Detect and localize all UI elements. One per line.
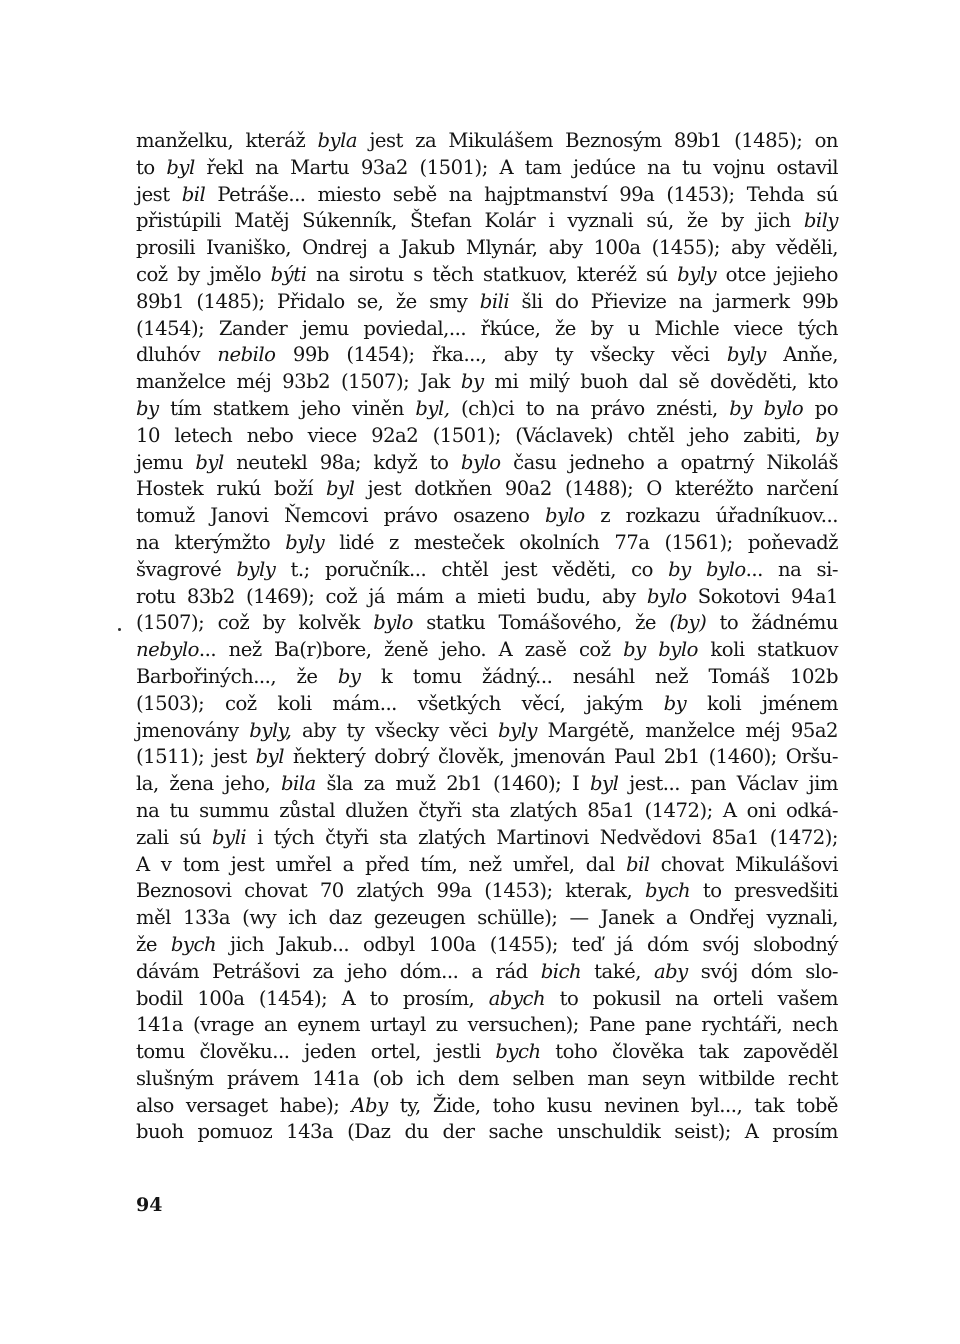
text-run: jmenovány (136, 718, 250, 742)
text-line (136, 557, 838, 584)
text-run: jich Jakub... odbyl 100a (1455); teď já dóm svój slobodný (216, 932, 838, 956)
text-run: neutekl 98a; když to (223, 450, 461, 474)
text-run: dávám Petrášovi za jeho dóm... a rád (136, 959, 541, 983)
italic-word: bich (540, 959, 582, 983)
text-run: Anňe, (765, 343, 838, 367)
text-run: měl 133a (wy ich daz gezeugen schülle); — Janek a Ondřej vyznali, (136, 906, 838, 930)
page-number: 94 (136, 1194, 163, 1216)
text-run: to (136, 155, 167, 179)
text-line (136, 744, 838, 771)
italic-word: bylo (545, 504, 585, 528)
text-run: Sokotovi 94a1 (686, 584, 838, 608)
text-run: což by jmělo (136, 262, 271, 286)
text-run: koli statkuov (697, 638, 838, 662)
text-run: šla za muž 2b1 (1460); I (315, 772, 590, 796)
text-run: Beznosovi chovat 70 zlatých 99a (1453); kterak, (136, 879, 645, 903)
text-run: rotu 83b2 (1469); což já mám a mieti budu, aby (136, 584, 647, 608)
italic-word: bych (170, 932, 217, 956)
text-run: i tých čtyři sta zlatých Martinovi Nedvědovi 85a1 (1472); (246, 825, 838, 849)
text-line (136, 664, 838, 691)
text-run: also versaget habe); (136, 1093, 352, 1117)
text-run: po (803, 396, 839, 420)
italic-word: (by) (669, 611, 707, 635)
italic-word: by (337, 664, 361, 688)
italic-word: byly (497, 718, 537, 742)
text-line (136, 476, 838, 503)
italic-word: bylo (646, 584, 687, 608)
text-run: lidé z mesteček okolních 77a (1561); poňevadž (324, 530, 838, 554)
text-line (136, 316, 838, 343)
text-run: to žádnému (706, 611, 838, 635)
text-run: času jedneho a opatrný Nikoláš (500, 450, 839, 474)
text-run: jest (136, 182, 182, 206)
text-run: jest za Mikulášem Beznosým 89b1 (1485); on (357, 129, 838, 152)
text-line (136, 584, 838, 611)
italic-word: bylo (460, 450, 501, 474)
text-line (136, 610, 838, 637)
italic-word: bil (181, 182, 206, 206)
text-run: toho člověka tak zapověděl (540, 1040, 838, 1064)
text-line (136, 959, 838, 986)
text-run: la, žena jeho, (136, 772, 281, 796)
text-line (136, 289, 838, 316)
text-line (136, 825, 838, 852)
text-line (136, 1093, 838, 1120)
text-line (136, 798, 838, 825)
text-run: švagrové (136, 557, 237, 581)
text-run: (1507); což by kolvěk (136, 611, 374, 635)
text-line (136, 369, 838, 396)
text-run: tomu člověku... jeden ortel, jestli (136, 1040, 496, 1064)
text-run: přistúpili Matěj Súkenník, Štefan Kolár i vyznali sú, že by jich (136, 209, 804, 233)
italic-word: byl (326, 477, 355, 501)
italic-word: by bylo (729, 396, 804, 420)
text-line (136, 852, 838, 879)
text-run: aby ty všecky věci (291, 718, 498, 742)
text-run: jest... pan Václav jim (618, 772, 838, 796)
text-line (136, 396, 838, 423)
text-run: to pokusil na orteli vašem (545, 986, 838, 1010)
text-run: chovat Mikulášovi (649, 852, 838, 876)
text-run: (1454); Zander jemu poviedal,... řkúce, že by u Michle viece tých (136, 316, 838, 340)
text-line (136, 530, 838, 557)
text-run: 141a (vrage an eynem urtayl zu versuchen); Pane pane rychtáři, nech (136, 1013, 838, 1037)
text-line (136, 503, 838, 530)
text-line (136, 423, 838, 450)
text-run: manželce méj 93b2 (1507); Jak (136, 370, 461, 394)
text-line (136, 262, 838, 289)
text-run: buoh pomuoz 143a (Daz du der sache unschuldik seist); A prosím (136, 1120, 838, 1144)
text-run: na tu summu zůstal dlužen čtyři sta zlatých 85a1 (1472); A oni odká- (136, 798, 838, 822)
text-line (136, 905, 838, 932)
text-run: že (136, 932, 171, 956)
text-run: ... na si- (745, 557, 838, 581)
text-run: (1503); což koli mám... všetkých věcí, jakým (136, 691, 664, 715)
text-line (136, 1119, 838, 1146)
text-run: šli do Přievize na jarmerk 99b (509, 289, 839, 313)
italic-word: by bylo (623, 638, 698, 662)
italic-word: byla (317, 129, 358, 152)
text-run: (1511); jest (136, 745, 256, 769)
italic-word: bili (479, 289, 510, 313)
text-line (136, 637, 838, 664)
text-line (136, 878, 838, 905)
body-text (136, 128, 838, 1146)
italic-word: býti (270, 262, 307, 286)
italic-word: byli (212, 825, 247, 849)
italic-word: aby (653, 959, 688, 983)
text-line (136, 691, 838, 718)
text-run: dluhóv (136, 343, 218, 367)
italic-word: byl (195, 450, 224, 474)
text-run: Margétě, manželce méj 95a2 (536, 718, 838, 742)
italic-word: by (460, 370, 484, 394)
text-run: koli jménem (686, 691, 838, 715)
text-run: 10 letech nebo viece 92a2 (1501); (Václavek) chtěl jeho zabiti, (136, 423, 816, 447)
italic-word: byly (726, 343, 766, 367)
italic-word: bylo (373, 611, 413, 635)
text-line (136, 342, 838, 369)
text-run: A v tom jest umřel a před tím, než umřel, dal (136, 852, 626, 876)
text-line (136, 932, 838, 959)
italic-word: by (663, 691, 687, 715)
text-run: ňekterý dobrý člověk, jmenován Paul 2b1 (1460); Oršu- (284, 745, 838, 769)
italic-word: bil (625, 852, 650, 876)
text-run: slušným právem 141a (ob ich dem selben man seyn witbilde recht (136, 1066, 838, 1090)
text-run: Petráše... miesto sebě na hajptmanství 99a (1453); Tehda sú (205, 182, 839, 206)
italic-word: bila (280, 772, 316, 796)
text-run: otce jejieho (716, 262, 838, 286)
italic-word: bych (495, 1040, 541, 1064)
text-run: řekl na Martu 93a2 (1501); A tam jedúce na tu vojnu ostavil (194, 155, 839, 179)
italic-word: bych (644, 879, 691, 903)
text-run: Hostek rukú boží (136, 477, 327, 501)
text-run: to presvedšiti (690, 879, 838, 903)
italic-word: byly (285, 530, 325, 554)
text-line (136, 1039, 838, 1066)
italic-word: byly (236, 557, 276, 581)
text-run: jest dotkňen 90a2 (1488); O kteréžto narčení (354, 477, 838, 501)
text-run: bodil 100a (1454); A to prosím, (136, 986, 489, 1010)
text-line (136, 155, 838, 182)
text-run: ty, Žide, toho kusu nevinen byl..., tak tobě (387, 1093, 839, 1117)
text-run: t.; poručník... chtěl jest věděti, co (275, 557, 669, 581)
text-run: manželku, kteráž (136, 129, 318, 152)
text-run: na sirotu s těch statkuov, kteréž sú (306, 262, 678, 286)
text-line (136, 1012, 838, 1039)
italic-word: abych (488, 986, 546, 1010)
text-line (136, 986, 838, 1013)
italic-word: nebylo (136, 638, 199, 662)
text-run: k tomu žádný... nesáhl než Tomáš 102b (360, 664, 838, 688)
text-line (136, 128, 838, 155)
stray-print-mark (118, 628, 121, 631)
text-line (136, 235, 838, 262)
text-run: ... než Ba(r)bore, ženě jeho. A zasě což (198, 638, 624, 662)
italic-word: byl (590, 772, 619, 796)
text-line (136, 450, 838, 477)
text-run: také, (581, 959, 654, 983)
text-run: prosili Ivaniško, Ondrej a Jakub Mlynár, aby 100a (1455); aby věděli, (136, 236, 838, 260)
text-run: tomuž Janovi Ňemcovi právo osazeno (136, 504, 546, 528)
italic-word: byl (255, 745, 284, 769)
italic-word: nebilo (217, 343, 276, 367)
text-run: zali sú (136, 825, 213, 849)
text-run: svój dóm slo- (687, 959, 838, 983)
italic-word: by (815, 423, 838, 447)
text-run: statku Tomášového, že (412, 611, 670, 635)
text-line (136, 771, 838, 798)
text-run: (ch)ci to na právo znésti, (449, 396, 730, 420)
text-run: Barbořiných..., že (136, 664, 338, 688)
italic-word: by bylo (668, 557, 746, 581)
italic-word: byly, (249, 718, 292, 742)
text-run: 89b1 (1485); Přidalo se, že smy (136, 289, 480, 313)
text-line (136, 182, 838, 209)
text-run: tím statkem jeho viněn (158, 396, 416, 420)
text-run: jemu (136, 450, 196, 474)
text-run: na kterýmžto (136, 530, 286, 554)
italic-word: by (136, 396, 159, 420)
italic-word: byl (166, 155, 195, 179)
italic-word: byly (677, 262, 717, 286)
italic-word: byl, (415, 396, 450, 420)
text-line (136, 718, 838, 745)
text-line (136, 208, 838, 235)
italic-word: bily (803, 209, 838, 233)
text-run: mi milý buoh dal sě dověděti, kto (483, 370, 838, 394)
text-line (136, 1066, 838, 1093)
italic-word: Aby (351, 1093, 388, 1117)
text-run: z rozkazu úřadníkuov... (584, 504, 838, 528)
text-run: 99b (1454); řka..., aby ty všecky věci (275, 343, 727, 367)
